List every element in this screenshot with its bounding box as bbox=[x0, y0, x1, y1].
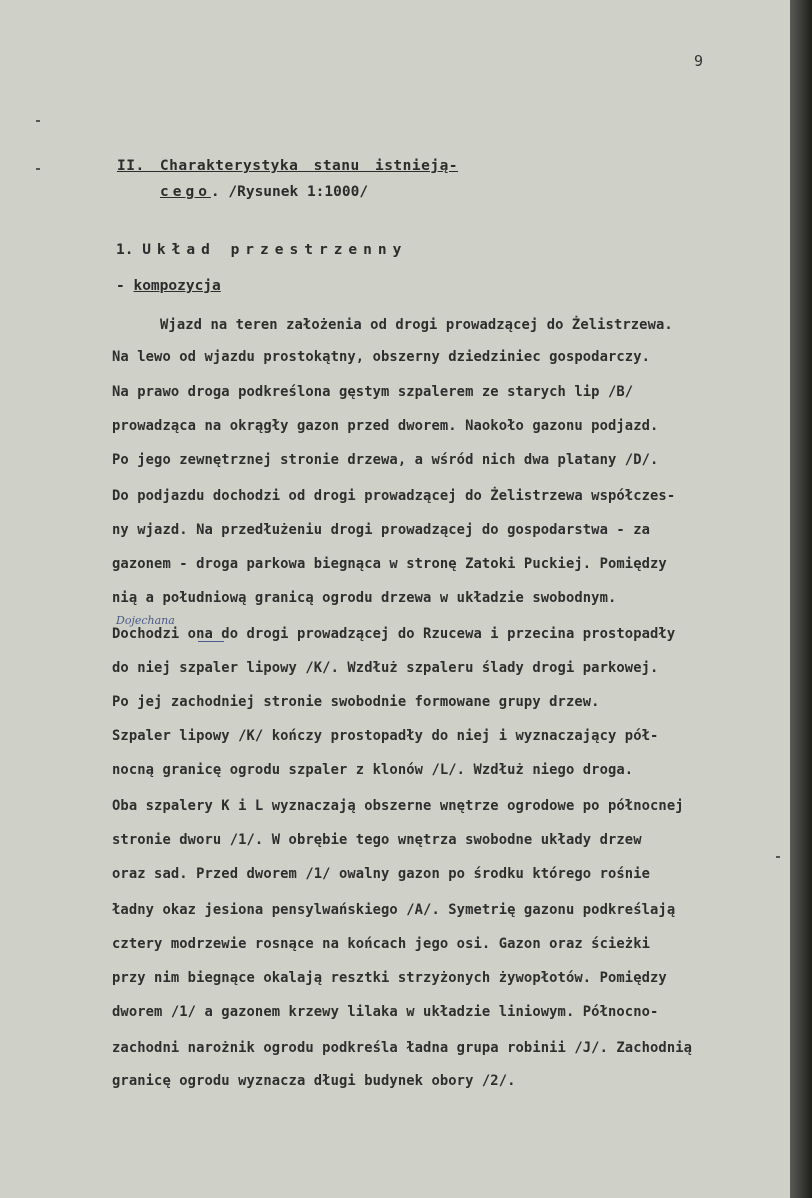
text-line: stronie dworu /1/. W obrębie tego wnętrza swobodne układy drzew bbox=[112, 832, 642, 848]
text-line: Na lewo od wjazdu prostokątny, obszerny dziedziniec gospodarczy. bbox=[112, 349, 651, 365]
chapter-heading bbox=[117, 158, 458, 174]
text-line: zachodni narożnik ogrodu podkreśla ładna grupa robinii /J/. Zachodnią bbox=[112, 1040, 693, 1056]
text-line: granicę ogrodu wyznacza długi budynek obory /2/. bbox=[112, 1073, 516, 1089]
section-title bbox=[116, 242, 407, 258]
text-line: Wjazd na teren założenia od drogi prowadzącej do Żelistrzewa. bbox=[160, 317, 673, 333]
text-line: cztery modrzewie rosnące na końcach jego osi. Gazon oraz ścieżki bbox=[112, 936, 651, 952]
text-line: gazonem - droga parkowa biegnąca w stronę Zatoki Puckiej. Pomiędzy bbox=[112, 556, 667, 572]
chapter-heading-continuation bbox=[160, 184, 368, 200]
chapter-heading-cont-underlined: cego bbox=[160, 184, 211, 200]
text-line: nią a południową granicą ogrodu drzewa w układzie swobodnym. bbox=[112, 590, 617, 606]
text-line: Dochodzi ona do drogi prowadzącej do Rzucewa i przecina prostopadły bbox=[112, 626, 676, 642]
text-line: Do podjazdu dochodzi od drogi prowadzącej do Żelistrzewa współczes- bbox=[112, 488, 676, 504]
text-line: Po jego zewnętrznej stronie drzewa, a wśród nich dwa platany /D/. bbox=[112, 452, 659, 468]
margin-mark bbox=[36, 120, 40, 122]
margin-mark bbox=[36, 168, 40, 170]
chapter-heading-cont-rest: . /Rysunek 1:1000/ bbox=[210, 184, 369, 200]
text-line: przy nim biegnące okalają resztki strzyżonych żywopłotów. Pomiędzy bbox=[112, 970, 667, 986]
text-line: Po jej zachodniej stronie swobodnie formowane grupy drzew. bbox=[112, 694, 600, 710]
text-line: ładny okaz jesiona pensylwańskiego /A/. Symetrię gazonu podkreślają bbox=[112, 902, 676, 918]
text-line: nocną granicę ogrodu szpaler z klonów /L/. Wzdłuż niego droga. bbox=[112, 762, 634, 778]
handwritten-note: Dojechana bbox=[116, 614, 175, 627]
text-line: Szpaler lipowy /K/ kończy prostopadły do niej i wyznaczający pół- bbox=[112, 728, 659, 744]
text-line: dworem /1/ a gazonem krzewy lilaka w układzie liniowym. Północno- bbox=[112, 1004, 659, 1020]
chapter-heading-main: II. Charakterystyka stanu istnieją- bbox=[117, 158, 459, 174]
subsection-prefix: - bbox=[116, 278, 134, 294]
subsection-title bbox=[116, 278, 221, 294]
text-line: do niej szpaler lipowy /K/. Wzdłuż szpaleru ślady drogi parkowej. bbox=[112, 660, 659, 676]
margin-mark bbox=[776, 856, 780, 858]
text-line: ny wjazd. Na przedłużeniu drogi prowadzącej do gospodarstwa - za bbox=[112, 522, 651, 538]
text-line: Na prawo droga podkreślona gęstym szpalerem ze starych lip /B/ bbox=[112, 384, 634, 400]
section-title-text: Układ przestrzenny bbox=[142, 242, 408, 258]
scan-edge bbox=[790, 0, 812, 1198]
text-line: prowadząca na okrągły gazon przed dworem. Naokoło gazonu podjazd. bbox=[112, 418, 659, 434]
section-number: 1. bbox=[116, 242, 134, 258]
text-line: oraz sad. Przed dworem /1/ owalny gazon po środku którego rośnie bbox=[112, 866, 651, 882]
subsection-title-text: kompozycja bbox=[133, 278, 221, 294]
text-line: Oba szpalery K i L wyznaczają obszerne wnętrze ogrodowe po północnej bbox=[112, 798, 684, 814]
page-number: 9 bbox=[694, 52, 704, 70]
